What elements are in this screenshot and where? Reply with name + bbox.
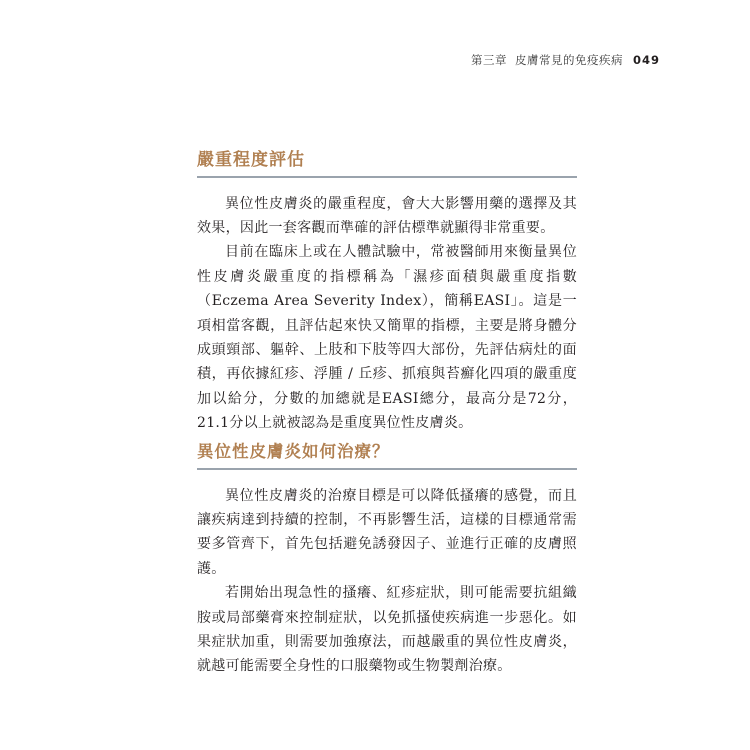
section-heading: 異位性皮膚炎如何治療？ [197,442,390,461]
page-number: 049 [632,53,660,67]
heading-divider [197,468,577,470]
paragraph: 異位性皮膚炎的治療目標是可以降低搔癢的感覺，而且讓疾病達到持續的控制，不再影響生活，這樣的目標通常需要多管齊下，首先包括避免誘發因子、並進行正確的皮膚照護。 [197,487,577,577]
paragraph: 若開始出現急性的搔癢、紅疹症狀，則可能需要抗組織胺或局部藥膏來控制症狀，以免抓搔使疾病進一步惡化。如果症狀加重，則需要加強療法，而越嚴重的異位性皮膚炎，就越可能需要全身性的口服藥物或生物製劑治療。 [197,585,577,675]
chapter-title: 皮膚常見的免疫疾病 [514,53,623,67]
running-header [400,50,660,70]
section-heading: 嚴重程度評估 [197,150,305,170]
paragraph: 目前在臨床上或在人體試驗中，常被醫師用來衡量異位性皮膚炎嚴重度的指標稱為「濕疹面積與嚴重度指數（Eczema Area Severity Index），簡稱EASI」。這是一項相當客觀，且評估起來快又簡單的指標，主要是將身體分成頭頸部、軀幹、上肢和下肢等四大部份，先評估病灶的面積，再依據紅疹、浮腫 / 丘疹、抓痕與苔癬化四項的嚴重度加以給分，分數的加總就是EASI總分，最高分是72分，21.1分以上就被認為是重度異位性皮膚炎。 [197,244,577,432]
section-treatment [197,440,577,679]
heading-divider [197,176,577,178]
chapter-label: 第三章 [470,53,507,67]
paragraph: 異位性皮膚炎的嚴重程度，會大大影響用藥的選擇及其效果，因此一套客觀而準確的評估標準就顯得非常重要。 [197,195,577,236]
section-severity-assessment [197,148,577,436]
